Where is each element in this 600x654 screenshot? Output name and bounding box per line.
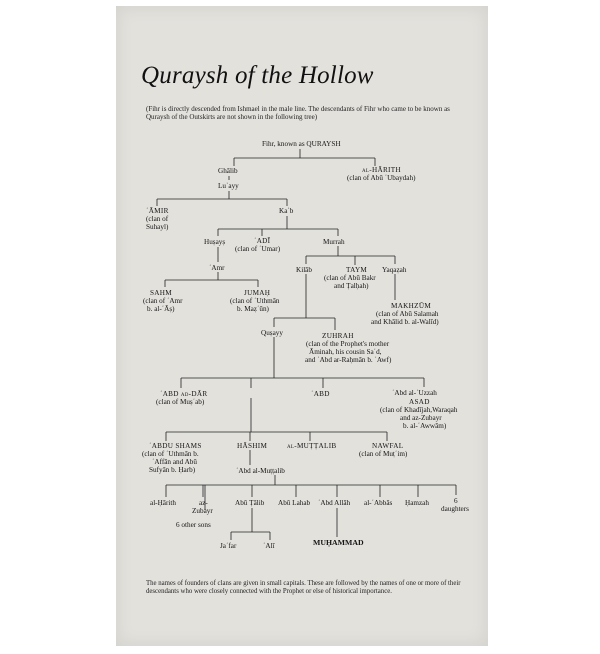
node-zuhrah-clan-2: Āminah, his cousin Saʿd, bbox=[309, 348, 382, 356]
node-abddar-name: ʿABD ad-DĀR bbox=[160, 390, 208, 398]
node-abddar-clan: (clan of Muṣʿab) bbox=[156, 398, 205, 406]
node-amr: ʿAmr bbox=[209, 264, 225, 272]
node-six-daughters-1: 6 bbox=[454, 497, 458, 505]
node-six-daughters-2: daughters bbox=[441, 505, 469, 513]
node-abdu-shams-clan-3: Sufyān b. Ḥarb) bbox=[149, 466, 196, 474]
node-taym-clan-1: (clan of Abū Bakr bbox=[324, 274, 376, 282]
node-qusayy: Quṣayy bbox=[261, 329, 283, 337]
node-abd: ʿABD bbox=[311, 390, 330, 398]
node-hashim: HĀSHIM bbox=[237, 442, 268, 450]
node-abd-al-muttalib: ʿAbd al-Muṭṭalib bbox=[236, 467, 285, 475]
node-nawfal-name: NAWFAL bbox=[372, 442, 404, 450]
node-luayy: Luʾayy bbox=[218, 182, 239, 190]
node-hamzah: Ḥamzah bbox=[405, 499, 429, 507]
node-harith-clan: (clan of Abū ʿUbaydah) bbox=[347, 174, 416, 182]
node-asad-name: ASAD bbox=[409, 398, 430, 406]
node-nawfal-clan: (clan of Muṭʿim) bbox=[359, 450, 408, 458]
node-taym-name: TAYM bbox=[346, 266, 368, 274]
node-makhzum-clan-1: (clan of Abū Salamah bbox=[376, 310, 439, 318]
node-six-other-sons: 6 other sons bbox=[176, 521, 211, 529]
node-jumah-clan-2: b. Maẓʿūn) bbox=[237, 305, 269, 313]
node-amir-clan-2: Suhayl) bbox=[146, 223, 169, 231]
node-jumah-name: JUMAḤ bbox=[244, 289, 271, 297]
node-taym-clan-2: and Ṭalḥah) bbox=[334, 282, 369, 290]
node-ghalib: Ghālib bbox=[218, 167, 238, 175]
node-kilab: Kilāb bbox=[296, 266, 312, 274]
node-makhzum-name: MAKHZŪM bbox=[391, 302, 432, 310]
node-fihr: Fihr, known as QURAYSH bbox=[262, 140, 341, 148]
node-ali: ʿAlī bbox=[263, 542, 275, 550]
node-sahm-name: SAHM bbox=[150, 289, 172, 297]
node-kab: Kaʿb bbox=[279, 207, 294, 215]
node-abdu-shams-clan-1: (clan of ʿUthmān b. bbox=[142, 450, 199, 458]
node-abd-allah: ʿAbd Allāh bbox=[318, 499, 351, 507]
node-harith-name: al-HĀRITH bbox=[362, 166, 401, 174]
node-abu-talib: Abū Ṭālib bbox=[235, 499, 265, 507]
node-zuhrah-clan-1: (clan of the Prophet's mother bbox=[306, 340, 390, 348]
node-al-harith: al-Ḥārith bbox=[150, 499, 176, 507]
node-abu-lahab: Abū Lahab bbox=[278, 499, 311, 507]
node-muttalib: al-MUṬṬALIB bbox=[287, 442, 337, 450]
footnote: The names of founders of clans are given in small capitals. These are followed by the names of one or more of their descendants who were closely connected with the Prophet or else of historical importance. bbox=[146, 580, 461, 595]
node-abd-al-uzzah: ʿAbd al-ʿUzzah bbox=[392, 389, 437, 397]
node-al-abbas: al-ʿAbbās bbox=[364, 499, 393, 507]
node-abdu-shams-clan-2: ʿAffān and Abū bbox=[152, 458, 197, 466]
subtitle-note: (Fihr is directly descended from Ishmael in the male line. The descendants of Fihr who came to be known as Quraysh of the Outskirts are not shown in the following tree) bbox=[146, 105, 450, 122]
node-zuhrah-name: ZUHRAH bbox=[322, 332, 354, 340]
node-muhammad: MUḤAMMAD bbox=[313, 538, 364, 547]
node-abdu-shams-name: ʿABDU SHAMS bbox=[149, 442, 202, 450]
node-adi-name: ʿADĪ bbox=[254, 237, 271, 245]
node-asad-clan-3: b. al-ʿAwwām) bbox=[403, 422, 447, 430]
node-amir-clan-1: (clan of bbox=[146, 215, 169, 223]
node-adi-clan: (clan of ʿUmar) bbox=[235, 245, 281, 253]
node-makhzum-clan-2: and Khālid b. al-Walīd) bbox=[371, 318, 439, 326]
node-amir-name: ʿĀMIR bbox=[146, 207, 169, 215]
node-zubayr-2: Zubayr bbox=[192, 507, 213, 515]
node-yaqazah: Yaqaẓah bbox=[382, 266, 407, 274]
node-sahm-clan-1: (clan of ʿAmr bbox=[143, 297, 183, 305]
node-zubayr-1: az- bbox=[199, 499, 208, 507]
node-jumah-clan-1: (clan of ʿUthmān bbox=[230, 297, 280, 305]
page-title: Quraysh of the Hollow bbox=[141, 62, 374, 89]
node-asad-clan-1: (clan of Khadījah,Waraqah bbox=[380, 406, 458, 414]
node-husays: Huṣayṣ bbox=[204, 238, 226, 246]
node-murrah: Murrah bbox=[323, 238, 345, 246]
node-jafar: Jaʿfar bbox=[220, 542, 237, 550]
node-zuhrah-clan-3: and ʿAbd ar-Raḥmān b. ʿAwf) bbox=[305, 356, 392, 364]
node-asad-clan-2: and az-Zubayr bbox=[400, 414, 442, 422]
node-sahm-clan-2: b. al-ʿĀṣ) bbox=[147, 305, 175, 313]
